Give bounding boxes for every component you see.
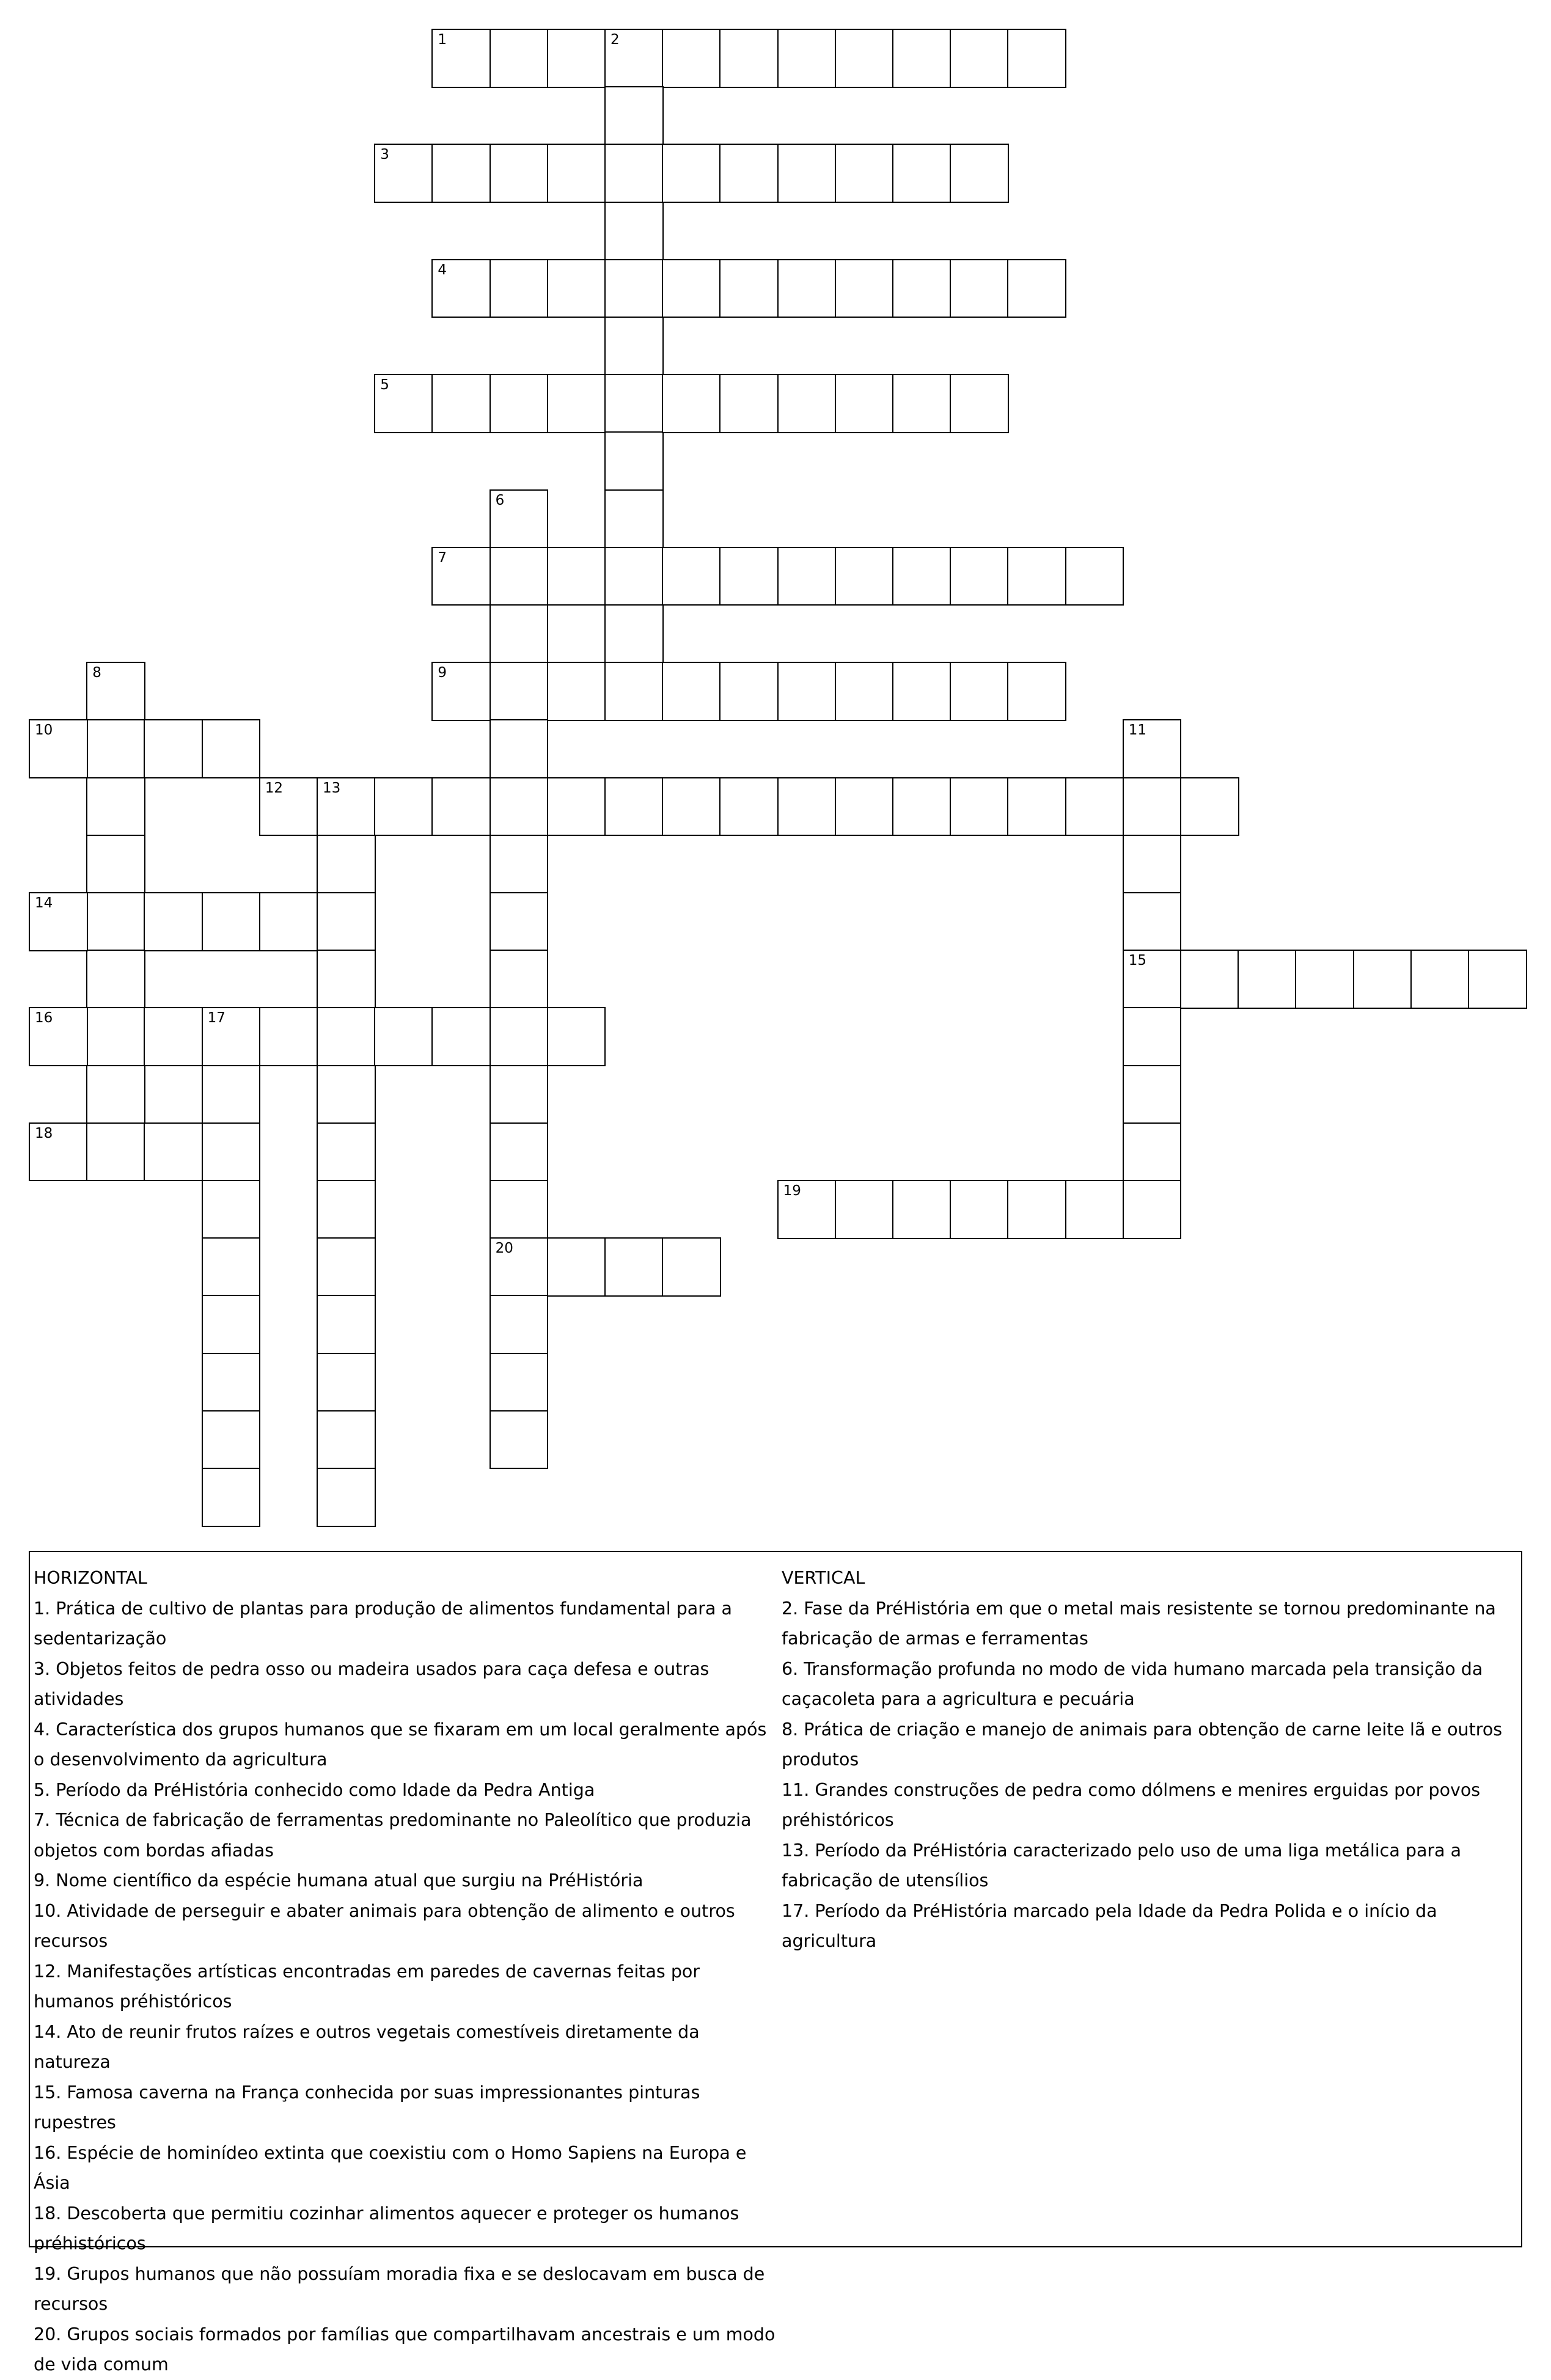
grid-cell[interactable] [662, 1237, 721, 1297]
grid-cell[interactable] [547, 259, 606, 318]
across-heading: HORIZONTAL [34, 1568, 147, 1588]
clue-number: 1 [438, 32, 447, 48]
grid-cell[interactable] [950, 777, 1009, 837]
grid-cell[interactable] [777, 259, 837, 318]
grid-cell[interactable] [144, 1007, 203, 1066]
grid-cell[interactable] [1180, 950, 1239, 1009]
grid-cell[interactable] [604, 29, 664, 88]
grid-cell[interactable] [202, 719, 261, 778]
grid-cell[interactable] [604, 86, 664, 145]
grid-cell[interactable] [835, 259, 894, 318]
grid-cell[interactable] [719, 777, 779, 837]
grid-cell[interactable] [317, 1065, 376, 1124]
grid-cell[interactable] [29, 892, 88, 951]
across-clue: 10. Atividade de perseguir e abater animais para obtenção de alimento e outros recursos [34, 1900, 735, 1951]
grid-cell[interactable] [1123, 950, 1182, 1009]
grid-cell[interactable] [490, 1065, 549, 1124]
grid-cell[interactable] [662, 777, 721, 837]
clue-number: 14 [35, 895, 53, 911]
grid-cell[interactable] [777, 1180, 837, 1239]
across-clue: 16. Espécie de hominídeo extinta que coexistiu com o Homo Sapiens na Europa e Ásia [34, 2142, 747, 2193]
grid-cell[interactable] [317, 950, 376, 1009]
across-clue: 20. Grupos sociais formados por famílias que compartilhavam ancestrais e um modo de vida comum [34, 2324, 776, 2375]
grid-cell[interactable] [719, 259, 779, 318]
grid-cell[interactable] [1123, 719, 1182, 778]
clue-number: 15 [1128, 953, 1147, 969]
clue-number: 12 [265, 780, 284, 796]
grid-cell[interactable] [490, 144, 549, 203]
grid-cell[interactable] [835, 1180, 894, 1239]
clue-number: 18 [35, 1125, 53, 1141]
grid-cell[interactable] [1295, 950, 1354, 1009]
grid-cell[interactable] [835, 29, 894, 88]
across-clue: 18. Descoberta que permitiu cozinhar alimentos aquecer e proteger os humanos préhistóricos [34, 2203, 739, 2254]
grid-cell[interactable] [490, 835, 549, 894]
clue-number: 19 [783, 1183, 801, 1199]
down-clue: 17. Período da PréHistória marcado pela Idade da Pedra Polida e o início da agricultura [782, 1900, 1437, 1951]
across-clue: 12. Manifestações artísticas encontradas em paredes de cavernas feitas por humanos préhistóricos [34, 1961, 700, 2012]
grid-cell[interactable] [604, 489, 664, 549]
grid-cell[interactable] [317, 1353, 376, 1412]
grid-cell[interactable] [604, 202, 664, 261]
grid-cell[interactable] [202, 1065, 261, 1124]
clue-number: 11 [1128, 722, 1147, 739]
grid-cell[interactable] [719, 29, 779, 88]
grid-cell[interactable] [431, 259, 491, 318]
grid-cell[interactable] [86, 719, 145, 778]
across-clue: 15. Famosa caverna na França conhecida por suas impressionantes pinturas rupestres [34, 2082, 700, 2133]
grid-cell[interactable] [317, 1410, 376, 1470]
grid-cell[interactable] [777, 777, 837, 837]
grid-cell[interactable] [202, 1237, 261, 1297]
grid-cell[interactable] [1123, 892, 1182, 951]
grid-cell[interactable] [202, 1007, 261, 1066]
grid-cell[interactable] [892, 777, 952, 837]
grid-cell[interactable] [317, 1007, 376, 1066]
grid-cell[interactable] [317, 835, 376, 894]
grid-cell[interactable] [374, 1007, 433, 1066]
grid-cell[interactable] [547, 662, 606, 721]
grid-cell[interactable] [490, 662, 549, 721]
grid-cell[interactable] [86, 1007, 145, 1066]
grid-cell[interactable] [835, 662, 894, 721]
clue-number: 9 [438, 665, 447, 681]
grid-cell[interactable] [490, 1353, 549, 1412]
grid-cell[interactable] [317, 1237, 376, 1297]
grid-cell[interactable] [1123, 1180, 1182, 1239]
grid-cell[interactable] [1238, 950, 1297, 1009]
grid-cell[interactable] [490, 1295, 549, 1354]
grid-cell[interactable] [1007, 1180, 1066, 1239]
grid-cell[interactable] [1180, 777, 1239, 837]
grid-cell[interactable] [86, 777, 145, 837]
clue-box [29, 1551, 1522, 2375]
grid-cell[interactable] [662, 547, 721, 606]
grid-cell[interactable] [719, 547, 779, 606]
clue-number: 10 [35, 722, 53, 739]
grid-cell[interactable] [547, 29, 606, 88]
grid-cell[interactable] [490, 719, 549, 778]
across-clue: 3. Objetos feitos de pedra osso ou madeira usados para caça defesa e outras atividades [34, 1658, 710, 1709]
grid-cell[interactable] [431, 144, 491, 203]
grid-cell[interactable] [604, 662, 664, 721]
grid-cell[interactable] [86, 1065, 145, 1124]
grid-cell[interactable] [490, 374, 549, 433]
grid-cell[interactable] [317, 1295, 376, 1354]
grid-cell[interactable] [431, 29, 491, 88]
down-clue: 13. Período da PréHistória caracterizado pelo uso de uma liga metálica para a fabricação de utensílios [782, 1840, 1462, 1891]
grid-cell[interactable] [1065, 777, 1124, 837]
grid-cell[interactable] [490, 1180, 549, 1239]
grid-cell[interactable] [604, 144, 664, 203]
grid-cell[interactable] [490, 950, 549, 1009]
grid-cell[interactable] [259, 892, 318, 951]
clue-number: 5 [380, 377, 389, 394]
across-clue: 5. Período da PréHistória conhecido como Idade da Pedra Antiga [34, 1779, 595, 1800]
clue-number: 6 [495, 492, 505, 508]
grid-cell[interactable] [662, 259, 721, 318]
grid-cell[interactable] [144, 892, 203, 951]
clue-number: 13 [323, 780, 341, 796]
grid-cell[interactable] [1065, 547, 1124, 606]
grid-cell[interactable] [950, 374, 1009, 433]
grid-cell[interactable] [29, 1007, 88, 1066]
grid-cell[interactable] [317, 1468, 376, 1527]
down-clue: 11. Grandes construções de pedra como dólmens e menires erguidas por povos préhistóricos [782, 1779, 1481, 1830]
grid-cell[interactable] [1410, 950, 1470, 1009]
grid-cell[interactable] [892, 662, 952, 721]
grid-cell[interactable] [1123, 1007, 1182, 1066]
grid-cell[interactable] [719, 662, 779, 721]
grid-cell[interactable] [547, 777, 606, 837]
grid-cell[interactable] [1123, 835, 1182, 894]
grid-cell[interactable] [144, 719, 203, 778]
grid-cell[interactable] [202, 1295, 261, 1354]
grid-cell[interactable] [259, 777, 318, 837]
grid-cell[interactable] [202, 1353, 261, 1412]
grid-cell[interactable] [374, 777, 433, 837]
down-clue: 6. Transformação profunda no modo de vida humano marcada pela transição da caçacoleta para a agricultura e pecuária [782, 1658, 1483, 1709]
grid-cell[interactable] [1007, 777, 1066, 837]
grid-cell[interactable] [604, 259, 664, 318]
grid-cell[interactable] [29, 1122, 88, 1182]
grid-cell[interactable] [490, 489, 549, 549]
down-clue: 8. Prática de criação e manejo de animais para obtenção de carne leite lã e outros produtos [782, 1719, 1503, 1770]
grid-cell[interactable] [490, 547, 549, 606]
grid-cell[interactable] [144, 1122, 203, 1182]
grid-cell[interactable] [662, 374, 721, 433]
grid-cell[interactable] [1065, 1180, 1124, 1239]
grid-cell[interactable] [777, 144, 837, 203]
grid-cell[interactable] [777, 547, 837, 606]
grid-cell[interactable] [604, 317, 664, 376]
grid-cell[interactable] [317, 892, 376, 951]
grid-cell[interactable] [1353, 950, 1412, 1009]
grid-cell[interactable] [547, 374, 606, 433]
clue-number: 4 [438, 262, 447, 278]
grid-cell[interactable] [950, 662, 1009, 721]
grid-cell[interactable] [490, 777, 549, 837]
grid-cell[interactable] [374, 374, 433, 433]
grid-cell[interactable] [317, 1122, 376, 1182]
grid-cell[interactable] [1007, 662, 1066, 721]
grid-cell[interactable] [1468, 950, 1527, 1009]
clue-number: 17 [207, 1010, 226, 1027]
grid-cell[interactable] [604, 431, 664, 491]
grid-cell[interactable] [892, 29, 952, 88]
grid-cell[interactable] [490, 1007, 549, 1066]
grid-cell[interactable] [1123, 1065, 1182, 1124]
grid-cell[interactable] [490, 1237, 549, 1297]
down-heading: VERTICAL [782, 1568, 865, 1588]
clue-number: 7 [438, 549, 447, 566]
grid-cell[interactable] [604, 374, 664, 433]
grid-cell[interactable] [490, 1122, 549, 1182]
grid-cell[interactable] [86, 892, 145, 951]
grid-cell[interactable] [950, 259, 1009, 318]
grid-cell[interactable] [490, 1410, 549, 1470]
grid-cell[interactable] [317, 777, 376, 837]
grid-cell[interactable] [202, 1410, 261, 1470]
grid-cell[interactable] [86, 662, 145, 721]
across-clue: 1. Prática de cultivo de plantas para produção de alimentos fundamental para a sedentarização [34, 1598, 732, 1649]
grid-cell[interactable] [202, 1468, 261, 1527]
grid-cell[interactable] [86, 950, 145, 1009]
grid-cell[interactable] [431, 374, 491, 433]
grid-cell[interactable] [950, 547, 1009, 606]
across-clue: 4. Característica dos grupos humanos que se fixaram em um local geralmente após o desenvolvimento da agricultura [34, 1719, 767, 1770]
grid-cell[interactable] [490, 29, 549, 88]
grid-cell[interactable] [490, 259, 549, 318]
clue-number: 8 [92, 665, 101, 681]
grid-cell[interactable] [604, 1237, 664, 1297]
grid-cell[interactable] [431, 547, 491, 606]
down-clue: 2. Fase da PréHistória em que o metal mais resistente se tornou predominante na fabricação de armas e ferramentas [782, 1598, 1496, 1649]
clue-number: 16 [35, 1010, 53, 1027]
grid-cell[interactable] [431, 777, 491, 837]
grid-cell[interactable] [892, 259, 952, 318]
grid-cell[interactable] [835, 547, 894, 606]
grid-cell[interactable] [662, 662, 721, 721]
grid-cell[interactable] [86, 1122, 145, 1182]
grid-cell[interactable] [892, 1180, 952, 1239]
clue-number: 2 [610, 32, 620, 48]
grid-cell[interactable] [490, 892, 549, 951]
grid-cell[interactable] [835, 777, 894, 837]
grid-cell[interactable] [1007, 29, 1066, 88]
grid-cell[interactable] [490, 604, 549, 664]
grid-cell[interactable] [719, 144, 779, 203]
across-clue: 14. Ato de reunir frutos raízes e outros vegetais comestíveis diretamente da natureza [34, 2021, 700, 2072]
grid-cell[interactable] [547, 144, 606, 203]
grid-cell[interactable] [777, 374, 837, 433]
clue-number: 3 [380, 147, 389, 163]
grid-cell[interactable] [662, 144, 721, 203]
grid-cell[interactable] [604, 604, 664, 664]
grid-cell[interactable] [547, 1007, 606, 1066]
grid-cell[interactable] [950, 1180, 1009, 1239]
across-clue: 19. Grupos humanos que não possuíam moradia fixa e se deslocavam em busca de recursos [34, 2263, 765, 2314]
clue-number: 20 [495, 1240, 513, 1257]
grid-cell[interactable] [777, 29, 837, 88]
grid-cell[interactable] [86, 835, 145, 894]
grid-cell[interactable] [202, 1180, 261, 1239]
grid-cell[interactable] [1123, 1122, 1182, 1182]
grid-cell[interactable] [431, 662, 491, 721]
grid-cell[interactable] [892, 144, 952, 203]
grid-cell[interactable] [29, 719, 88, 778]
grid-cell[interactable] [374, 144, 433, 203]
grid-cell[interactable] [950, 144, 1009, 203]
across-clues [34, 1563, 779, 2380]
down-clues [782, 1563, 1515, 1957]
grid-cell[interactable] [604, 777, 664, 837]
grid-cell[interactable] [1007, 547, 1066, 606]
grid-cell[interactable] [1007, 259, 1066, 318]
grid-cell[interactable] [202, 1122, 261, 1182]
grid-cell[interactable] [835, 144, 894, 203]
grid-cell[interactable] [604, 547, 664, 606]
grid-cell[interactable] [835, 374, 894, 433]
grid-cell[interactable] [1123, 777, 1182, 837]
grid-cell[interactable] [950, 29, 1009, 88]
grid-cell[interactable] [547, 1237, 606, 1297]
grid-cell[interactable] [547, 547, 606, 606]
grid-cell[interactable] [662, 29, 721, 88]
across-clue: 9. Nome científico da espécie humana atual que surgiu na PréHistória [34, 1870, 644, 1891]
grid-cell[interactable] [317, 1180, 376, 1239]
grid-cell[interactable] [431, 1007, 491, 1066]
grid-cell[interactable] [777, 662, 837, 721]
grid-cell[interactable] [202, 892, 261, 951]
grid-cell[interactable] [892, 374, 952, 433]
across-clue: 7. Técnica de fabricação de ferramentas predominante no Paleolítico que produzia objetos com bordas afiadas [34, 1810, 752, 1861]
grid-cell[interactable] [892, 547, 952, 606]
grid-cell[interactable] [259, 1007, 318, 1066]
grid-cell[interactable] [719, 374, 779, 433]
